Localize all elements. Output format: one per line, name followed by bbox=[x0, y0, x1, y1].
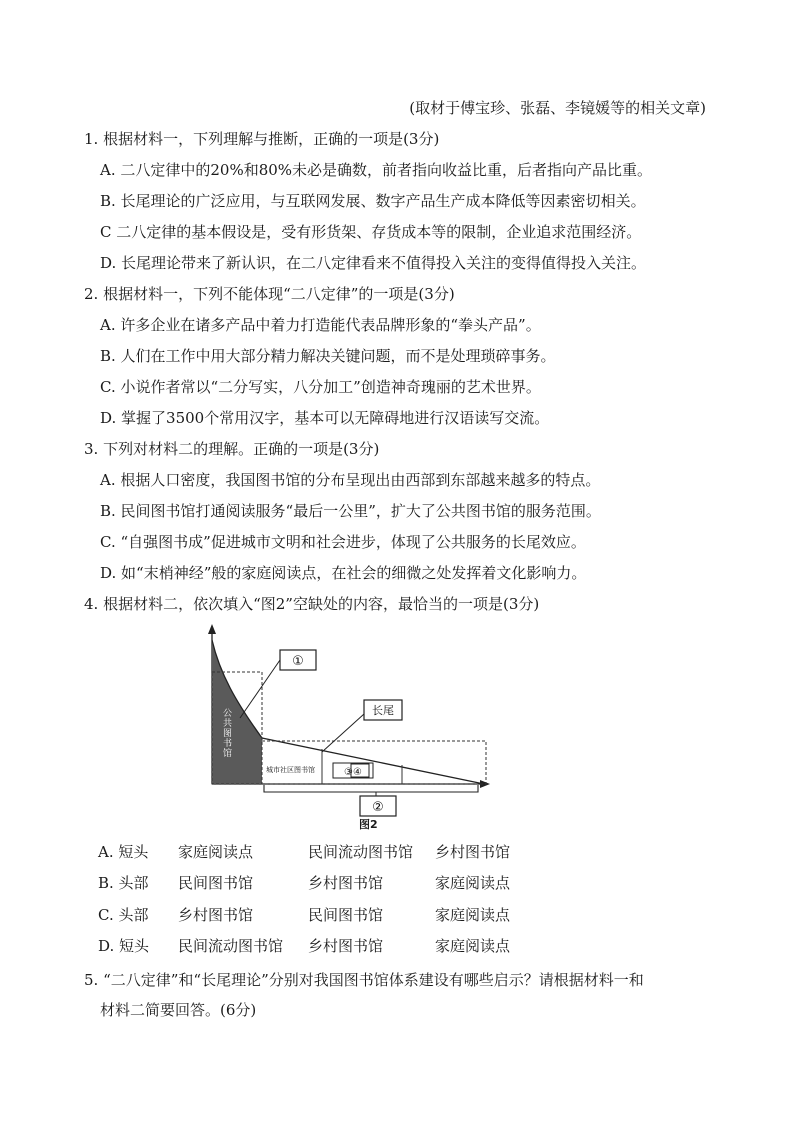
option-b-col-3: 乡村图书馆 bbox=[308, 874, 384, 892]
question-4-stem: 4. 根据材料二，依次填入“图2”空缺处的内容，最恰当的一项是(3分) bbox=[84, 595, 540, 613]
question-2-option-b: B. 人们在工作中用大部分精力解决关键问题，而不是处理琐碎事务。 bbox=[100, 347, 556, 365]
question-3-option-b: B. 民间图书馆打通阅读服务“最后一公里”，扩大了公共图书馆的服务范围。 bbox=[100, 502, 601, 520]
question-2-option-a: A. 许多企业在诸多产品中着力打造能代表品牌形象的“拳头产品”。 bbox=[100, 316, 541, 334]
source-citation: (取材于傅宝珍、张磊、李镜媛等的相关文章) bbox=[409, 99, 706, 117]
figure-caption: 图2 bbox=[359, 818, 378, 831]
label-34-text: ③④ bbox=[344, 767, 362, 778]
option-a-col-4: 乡村图书馆 bbox=[435, 843, 511, 861]
question-1-option-c: C 二八定律的基本假设是，受有形货架、存货成本等的限制，企业追求范围经济。 bbox=[100, 223, 642, 241]
option-a-col-2: 家庭阅读点 bbox=[178, 843, 254, 861]
y-axis-arrow bbox=[208, 624, 216, 634]
question-1-option-b: B. 长尾理论的广泛应用，与互联网发展、数字产品生产成本降低等因素密切相关。 bbox=[100, 192, 646, 210]
option-d-col-4: 家庭阅读点 bbox=[435, 937, 511, 955]
option-d-col-1: D. 短头 bbox=[98, 937, 150, 955]
question-1-option-a: A. 二八定律中的20%和80%未必是确数，前者指向收益比重，后者指向产品比重。 bbox=[100, 161, 653, 179]
option-d-col-2: 民间流动图书馆 bbox=[178, 937, 284, 955]
option-b-col-2: 民间图书馆 bbox=[178, 874, 254, 892]
question-3-stem: 3. 下列对材料二的理解。正确的一项是(3分) bbox=[84, 440, 380, 458]
tail-bracket bbox=[264, 785, 478, 792]
question-1-stem: 1. 根据材料一，下列理解与推断，正确的一项是(3分) bbox=[84, 130, 440, 148]
head-area-text: 公共图书馆 bbox=[221, 708, 231, 758]
option-a-col-1: A. 短头 bbox=[98, 843, 149, 861]
long-tail-pointer bbox=[322, 714, 364, 752]
option-b-col-4: 家庭阅读点 bbox=[435, 874, 511, 892]
question-5-line-1: 5. “二八定律”和“长尾理论”分别对我国图书馆体系建设有哪些启示？请根据材料一和 bbox=[84, 971, 644, 989]
question-2-stem: 2. 根据材料一，下列不能体现“二八定律”的一项是(3分) bbox=[84, 285, 455, 303]
question-1-option-d: D. 长尾理论带来了新认识，在二八定律看来不值得投入关注的变得值得投入关注。 bbox=[100, 254, 647, 272]
label-1-text: ① bbox=[292, 654, 304, 669]
question-3-option-d: D. 如“末梢神经”般的家庭阅读点，在社会的细微之处发挥着文化影响力。 bbox=[100, 564, 587, 582]
label-2-text: ② bbox=[372, 800, 384, 815]
question-3-option-c: C. “自强图书成”促进城市文明和社会进步，体现了公共服务的长尾效应。 bbox=[100, 533, 586, 551]
option-c-col-3: 民间图书馆 bbox=[308, 906, 384, 924]
head-area-shaded bbox=[212, 640, 262, 784]
figure-2-long-tail-diagram bbox=[196, 622, 556, 832]
option-b-col-1: B. 头部 bbox=[98, 874, 149, 892]
option-c-col-2: 乡村图书馆 bbox=[178, 906, 254, 924]
option-d-col-3: 乡村图书馆 bbox=[308, 937, 384, 955]
long-tail-text: 长尾 bbox=[372, 704, 394, 717]
community-library-text: 城市社区图书馆 bbox=[266, 766, 315, 774]
question-2-option-c: C. 小说作者常以“二分写实，八分加工”创造神奇瑰丽的艺术世界。 bbox=[100, 378, 541, 396]
label-1-pointer bbox=[240, 660, 280, 718]
option-c-col-1: C. 头部 bbox=[98, 906, 149, 924]
question-5-line-2: 材料二简要回答。(6分) bbox=[100, 1001, 257, 1019]
question-2-option-d: D. 掌握了3500个常用汉字，基本可以无障碍地进行汉语读写交流。 bbox=[100, 409, 550, 427]
option-a-col-3: 民间流动图书馆 bbox=[308, 843, 414, 861]
option-c-col-4: 家庭阅读点 bbox=[435, 906, 511, 924]
question-3-option-a: A. 根据人口密度，我国图书馆的分布呈现出由西部到东部越来越多的特点。 bbox=[100, 471, 601, 489]
